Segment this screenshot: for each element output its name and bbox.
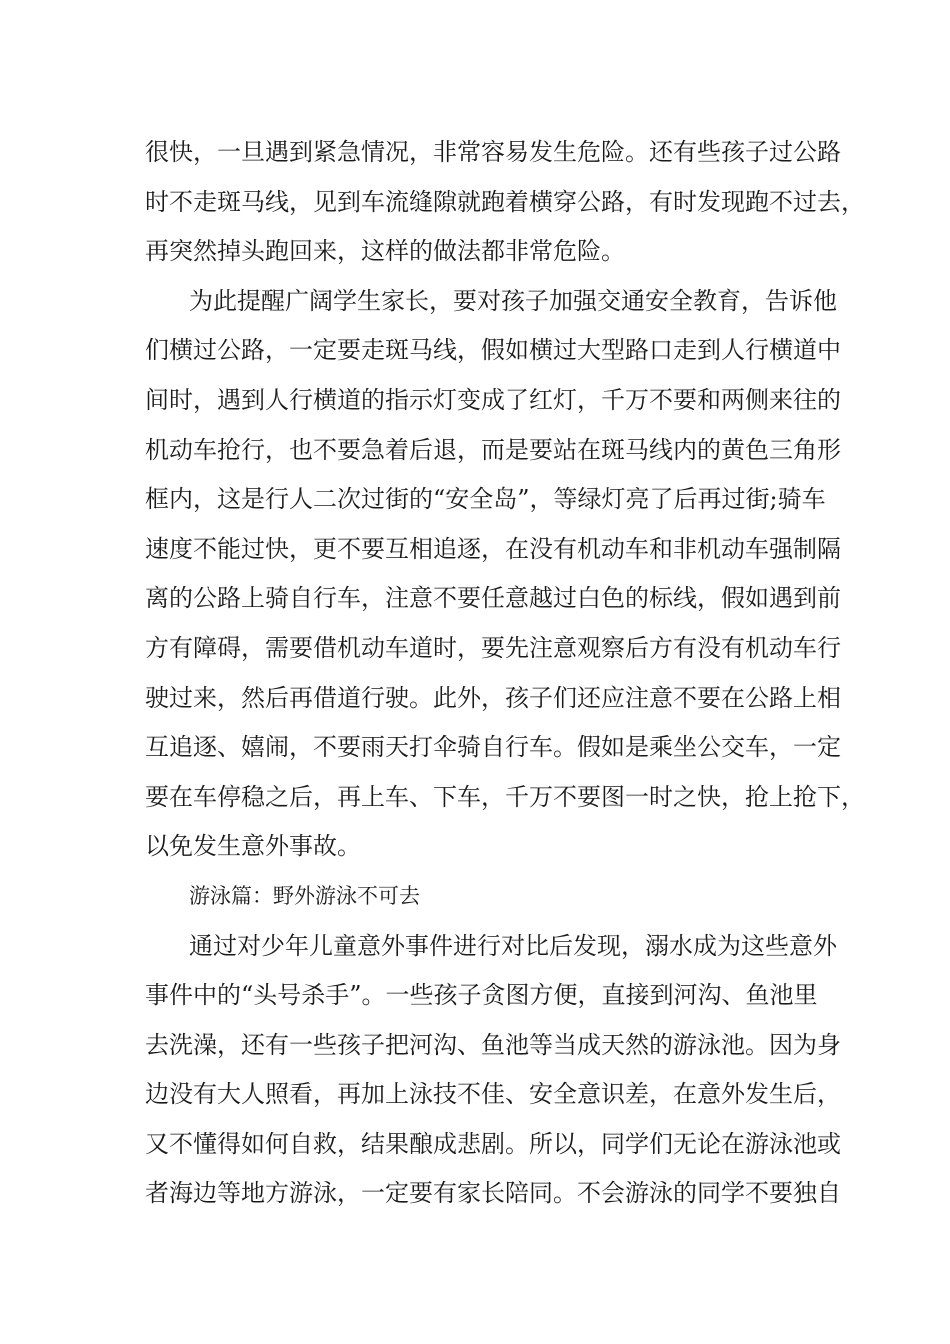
text-line: 去洗澡，还有一些孩子把河沟、鱼池等当成天然的游泳池。因为身 xyxy=(145,1030,841,1059)
document-body xyxy=(145,128,865,1219)
text-line: 速度不能过快，更不要互相追逐，在没有机动车和非机动车强制隔 xyxy=(145,534,841,563)
text-line: 方有障碍，需要借机动车道时，要先注意观察后方有没有机动车行 xyxy=(145,633,841,662)
section-heading: 游泳篇：野外游泳不可去 xyxy=(189,883,420,908)
text-line: 事件中的“头号杀手”。一些孩子贪图方便，直接到河沟、鱼池里 xyxy=(145,981,818,1010)
text-line: 又不懂得如何自救，结果酿成悲剧。所以，同学们无论在游泳池或 xyxy=(145,1129,841,1158)
text-line: 离的公路上骑自行车，注意不要任意越过白色的标线，假如遇到前 xyxy=(145,584,841,613)
text-line: 互追逐、嬉闹，不要雨天打伞骑自行车。假如是乘坐公交车，一定 xyxy=(145,733,841,762)
paragraph-first-line: 为此提醒广阔学生家长，要对孩子加强交通安全教育，告诉他 xyxy=(189,286,837,315)
text-line: 间时，遇到人行横道的指示灯变成了红灯，千万不要和两侧来往的 xyxy=(145,385,841,414)
text-line: 框内，这是行人二次过街的“安全岛”，等绿灯亮了后再过街;骑车 xyxy=(145,485,826,514)
text-line: 边没有大人照看，再加上泳技不佳、安全意识差，在意外发生后， xyxy=(145,1080,841,1109)
text-line: 机动车抢行，也不要急着后退，而是要站在斑马线内的黄色三角形 xyxy=(145,435,841,464)
text-line: 很快，一旦遇到紧急情况，非常容易发生危险。还有些孩子过公路 xyxy=(145,138,841,166)
text-line: 要在车停稳之后，再上车、下车，千万不要图一时之快，抢上抢下， xyxy=(145,782,865,811)
text-line: 们横过公路，一定要走斑马线，假如横过大型路口走到人行横道中 xyxy=(145,336,841,365)
text-line: 时不走斑马线，见到车流缝隙就跑着横穿公路，有时发现跑不过去， xyxy=(145,187,865,216)
text-line: 再突然掉头跑回来，这样的做法都非常危险。 xyxy=(145,237,625,266)
text-line: 者海边等地方游泳，一定要有家长陪同。不会游泳的同学不要独自 xyxy=(145,1179,841,1208)
paragraph-first-line: 通过对少年儿童意外事件进行对比后发现，溺水成为这些意外 xyxy=(189,931,837,960)
text-line: 以免发生意外事故。 xyxy=(145,832,361,861)
text-line: 驶过来，然后再借道行驶。此外，孩子们还应注意不要在公路上相 xyxy=(145,683,841,712)
